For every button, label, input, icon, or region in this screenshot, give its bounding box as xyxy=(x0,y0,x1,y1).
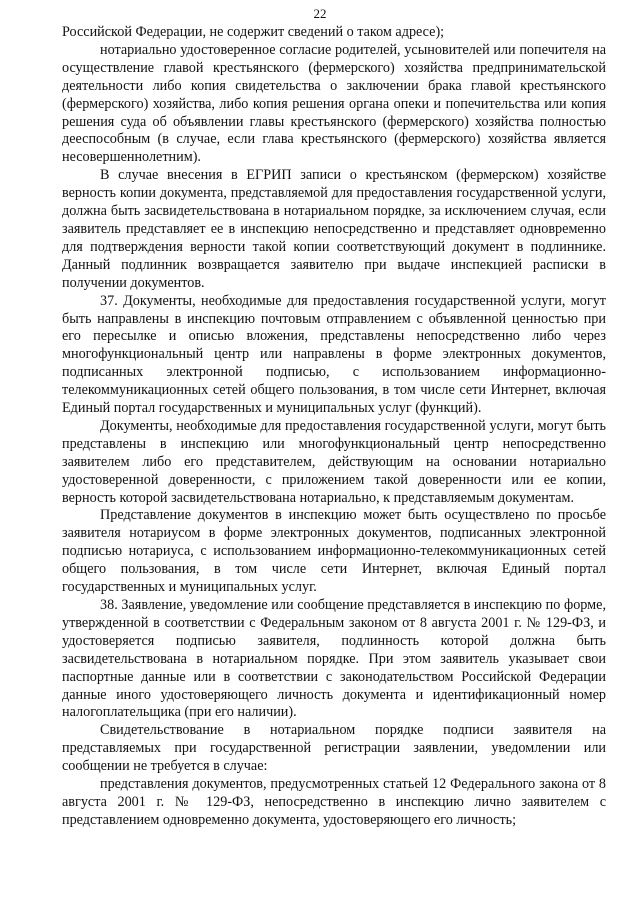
paragraph-representative: Документы, необходимые для предоставления государственной услуги, могут быть представлены в инспекцию или многофункциональный центр непосредственно заявителем либо его представителем, действующим на основании нотариально удостоверенной доверенности, с приложением такой доверенности или ее копии, верность которой засвидетельствована нотариально, к представляемым документам. xyxy=(62,417,606,506)
paragraph-egrip-copy: В случае внесения в ЕГРИП записи о крестьянском (фермерском) хозяйстве верность копии документа, представляемой для предоставления государственной услуги, должна быть засвидетельствована в нотариальном порядке, за исключением случая, если заявитель представляет ее в инспекцию непосредственно и представляет одновременно для подтверждения верности такой копии соответствующий документ в подлиннике. Данный подлинник возвращается заявителю при выдаче инспекцией расписки в получении документов. xyxy=(62,167,606,291)
paragraph-exemption-case: представления документов, предусмотренных статьей 12 Федерального закона от 8 августа 2001 г. № 129-ФЗ, непосредственно в инспекцию лично заявителем с представлением одновременно документа, удостоверяющего его личность; xyxy=(62,776,606,828)
document-body xyxy=(62,24,606,830)
paragraph-notary-submission: Представление документов в инспекцию может быть осуществлено по просьбе заявителя нотариусом в форме электронных документов, подписанных электронной подписью нотариуса, с использованием информационно-телекоммуникационных сетей общего пользования, в том числе сети Интернет, включая Единый портал государственных и муниципальных услуг. xyxy=(62,507,606,596)
page-number: 22 xyxy=(313,6,327,21)
paragraph-continuation: Российской Федерации, не содержит сведений о таком адресе); xyxy=(62,24,445,40)
paragraph-item-37: 37. Документы, необходимые для предоставления государственной услуги, могут быть направлены в инспекцию почтовым отправлением с объявленной ценностью при его пересылке и описью вложения, представлены непосредственно либо через многофункциональный центр или направлены в форме электронных документов, подписанных электронной подписью, с использованием информационно-телекоммуникационных сетей общего пользования, в том числе сети Интернет, включая Единый портал государственных и муниципальных услуг (функций). xyxy=(62,292,606,417)
paragraph-item-38: 38. Заявление, уведомление или сообщение представляется в инспекцию по форме, утвержденной в соответствии с Федеральным законом от 8 августа 2001 г. № 129-ФЗ, и удостоверяется подписью заявителя, подлинность которой должна быть засвидетельствована в нотариальном порядке. При этом заявитель указывает свои паспортные данные или в соответствии с законодательством Российской Федерации данные иного удостоверяющего личность документа и идентификационный номер налогоплательщика (при его наличии). xyxy=(62,597,606,721)
paragraph-certification-exemption: Свидетельствование в нотариальном порядке подписи заявителя на представляемых при государственной регистрации заявлении, уведомлении или сообщении не требуется в случае: xyxy=(62,722,606,775)
paragraph-consent-clause: нотариально удостоверенное согласие родителей, усыновителей или попечителя на осуществление главой крестьянского (фермерского) хозяйства предпринимательской деятельности либо копия свидетельства о заключении брака главой крестьянского (фермерского) хозяйства, либо копия решения органа опеки и попечительства или копия решения суда об объявлении главы крестьянского (фермерского) хозяйства полностью дееспособным (в случае, если глава крестьянского (фермерского) хозяйства является несовершеннолетним). xyxy=(62,41,606,166)
